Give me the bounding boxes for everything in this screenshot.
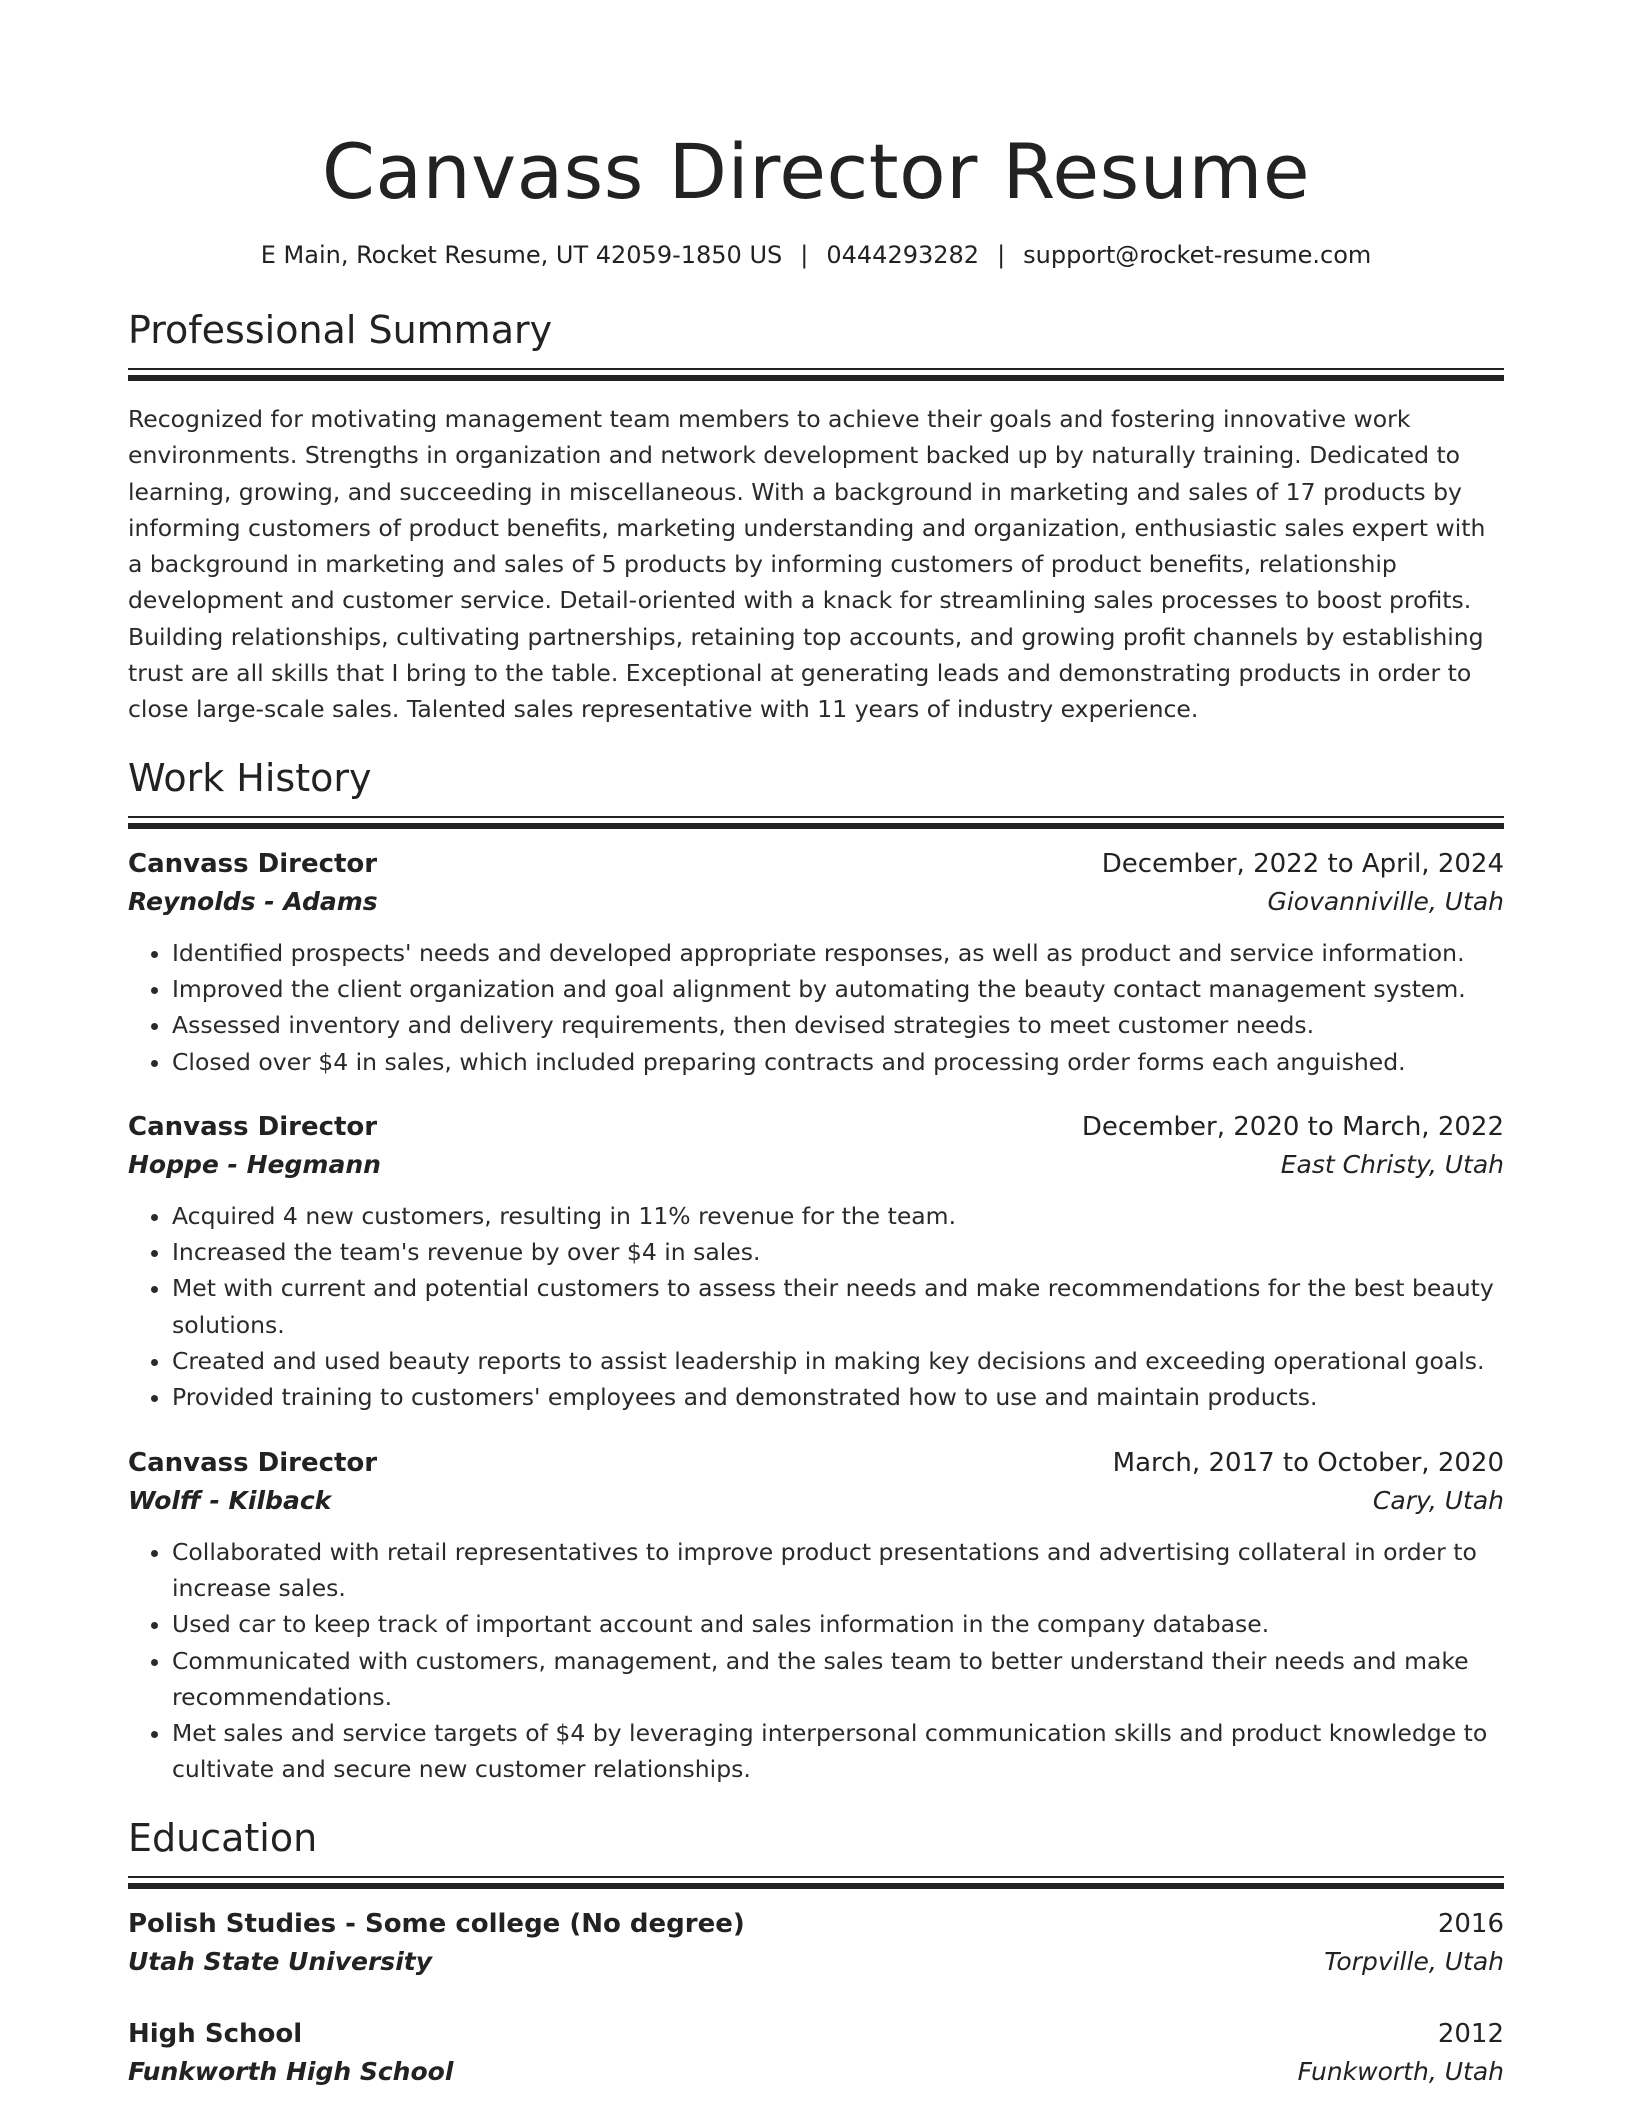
education-heading: Education bbox=[128, 1815, 318, 1860]
section-divider bbox=[128, 816, 1504, 827]
job-location: Giovanniville, Utah bbox=[1267, 886, 1504, 916]
list-item: • Identified prospects' needs and developed appropriate responses, as well as product and service information. bbox=[172, 935, 1504, 971]
list-item: • Created and used beauty reports to assist leadership in making key decisions and exceeding operational goals. bbox=[172, 1343, 1504, 1379]
education-entry bbox=[128, 2015, 1504, 2091]
education-entry bbox=[128, 1905, 1504, 1981]
job-location: East Christy, Utah bbox=[1280, 1149, 1504, 1179]
job-title: Canvass Director bbox=[128, 848, 378, 879]
summary-section bbox=[128, 306, 1504, 728]
list-item: • Closed over $4 in sales, which included preparing contracts and processing order forms each anguished. bbox=[172, 1044, 1504, 1080]
summary-heading: Professional Summary bbox=[128, 308, 553, 352]
school-location: Torpville, Utah bbox=[1324, 1946, 1504, 1976]
school-name: Utah State University bbox=[128, 1946, 433, 1976]
job-dates: March, 2017 to October, 2020 bbox=[1112, 1447, 1504, 1478]
job-location: Cary, Utah bbox=[1372, 1485, 1504, 1515]
school-location: Funkworth, Utah bbox=[1297, 2056, 1504, 2086]
contact-separator: | bbox=[997, 241, 1006, 269]
job-bullets bbox=[128, 1534, 1504, 1788]
list-item: • Improved the client organization and goal alignment by automating the beauty contact management system. bbox=[172, 971, 1504, 1007]
education-year: 2016 bbox=[1437, 1908, 1504, 1939]
section-divider bbox=[128, 368, 1504, 379]
job-title: Canvass Director bbox=[128, 1447, 378, 1478]
list-item: • Increased the team's revenue by over $4 in sales. bbox=[172, 1234, 1504, 1270]
job-bullets bbox=[128, 1198, 1504, 1416]
contact-line bbox=[128, 238, 1504, 272]
job-bullets bbox=[128, 935, 1504, 1080]
contact-separator: | bbox=[800, 241, 809, 269]
work-history-heading: Work History bbox=[128, 755, 372, 800]
education-year: 2012 bbox=[1437, 2018, 1504, 2049]
company-name: Hoppe - Hegmann bbox=[128, 1149, 381, 1179]
list-item: • Communicated with customers, management, and the sales team to better understand their needs and make recommendations. bbox=[172, 1643, 1504, 1716]
work-history-section bbox=[128, 754, 1504, 1788]
contact-phone: 0444293282 bbox=[826, 241, 980, 269]
list-item: • Provided training to customers' employees and demonstrated how to use and maintain products. bbox=[172, 1379, 1504, 1415]
section-divider bbox=[128, 1876, 1504, 1887]
contact-email: support@rocket-resume.com bbox=[1023, 241, 1372, 269]
job-entry bbox=[128, 1108, 1504, 1416]
list-item: • Met with current and potential customers to assess their needs and make recommendations for the best beauty solutions. bbox=[172, 1270, 1504, 1343]
degree-name: Polish Studies - Some college (No degree) bbox=[128, 1908, 745, 1939]
list-item: • Assessed inventory and delivery requirements, then devised strategies to meet customer needs. bbox=[172, 1007, 1504, 1043]
contact-address: E Main, Rocket Resume, UT 42059-1850 US bbox=[260, 241, 783, 269]
list-item: • Used car to keep track of important account and sales information in the company database. bbox=[172, 1606, 1504, 1642]
company-name: Reynolds - Adams bbox=[128, 886, 378, 916]
degree-name: High School bbox=[128, 2018, 303, 2049]
company-name: Wolff - Kilback bbox=[128, 1485, 332, 1515]
list-item: • Acquired 4 new customers, resulting in 11% revenue for the team. bbox=[172, 1198, 1504, 1234]
job-title: Canvass Director bbox=[128, 1111, 378, 1142]
education-section bbox=[128, 1814, 1504, 2091]
job-dates: December, 2022 to April, 2024 bbox=[1101, 848, 1504, 879]
list-item: • Met sales and service targets of $4 by leveraging interpersonal communication skills and product knowledge to cultivate and secure new customer relationships. bbox=[172, 1715, 1504, 1788]
resume-page bbox=[128, 0, 1504, 2091]
job-entry bbox=[128, 1444, 1504, 1788]
school-name: Funkworth High School bbox=[128, 2056, 454, 2086]
list-item: • Collaborated with retail representatives to improve product presentations and advertising collateral in order to increase sales. bbox=[172, 1534, 1504, 1607]
job-dates: December, 2020 to March, 2022 bbox=[1081, 1111, 1504, 1142]
resume-title: Canvass Director Resume bbox=[321, 127, 1311, 216]
summary-text: Recognized for motivating management team members to achieve their goals and fostering innovative work environments. Strengths in organization and network development backed up by naturally training. Dedicated to learning, growing, and succeeding in miscellaneous. With a background in marketing and sales of 17 products by informing customers of product benefits, marketing understanding and organization, enthusiastic sales expert with a background in marketing and sales of 5 products by informing customers of product benefits, relationship development and customer service. Detail-oriented with a knack for streamlining sales processes to boost profits. Building relationships, cultivating partnerships, retaining top accounts, and growing profit channels by establishing trust are all skills that I bring to the table. Exceptional at generating leads and demonstrating products in order to close large-scale sales. Talented sales representative with 11 years of industry experience. bbox=[128, 405, 1486, 724]
job-entry bbox=[128, 845, 1504, 1080]
